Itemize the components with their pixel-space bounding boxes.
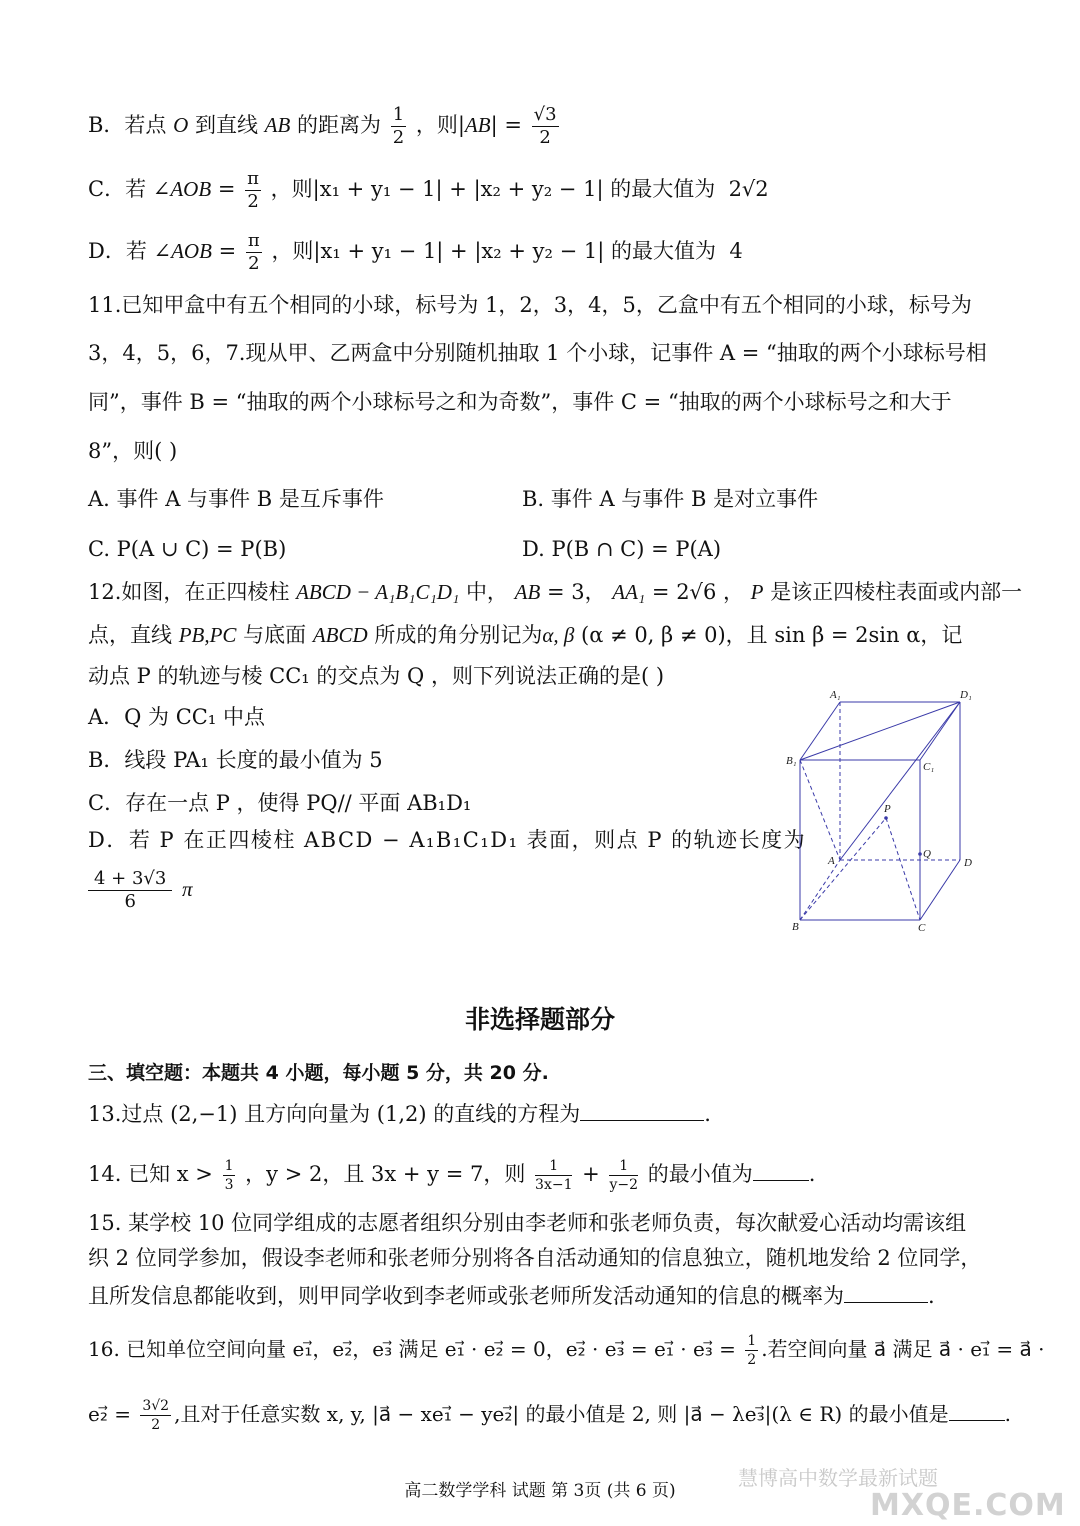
q15-line-2: 织 2 位同学参加，假设李老师和张老师分别将各自活动通知的信息独立，随机地发给 2 位同学， — [88, 1246, 982, 1270]
answer-blank — [844, 1280, 928, 1303]
q12-line-1: 12.如图，在正四棱柱 ABCD − A₁B₁C₁D₁ 中， AB = 3， AA₁ = 2√6 ， P 是该正四棱柱表面或内部一 — [88, 580, 1023, 604]
fraction: $\frac{4 + 3√3}{6}$ — [88, 870, 172, 911]
prism-figure — [780, 684, 980, 934]
watermark-site: MXQE.COM — [870, 1488, 1066, 1523]
fraction: $\frac{1}{3x-1}$ — [535, 1158, 573, 1193]
q12-option-a: A．Q 为 CC₁ 中点 — [88, 705, 265, 729]
label-q: Q — [923, 848, 931, 860]
fraction: $\frac{1}{3}$ — [224, 1158, 234, 1193]
fill-in-heading: 三、填空题：本题共 4 小题，每小题 5 分，共 20 分. — [88, 1062, 549, 1084]
q11-line-4: 8”，则( ) — [88, 439, 178, 463]
label-a: A — [828, 855, 835, 867]
label-d: D — [964, 857, 972, 869]
label-p: P — [884, 803, 891, 815]
fraction: $\frac{1}{y-2}$ — [609, 1158, 639, 1193]
q11-option-a: A. 事件 A 与事件 B 是互斥事件 — [88, 487, 384, 511]
q12-line-3: 动点 P 的轨迹与棱 CC₁ 的交点为 Q ，则下列说法正确的是( ) — [88, 664, 665, 688]
diag-b1-d1 — [800, 702, 960, 760]
q10-option-d: D．若 ∠AOB = $\frac{\pi}{2}$ ，则|x₁ + y₁ − 1| + |x₂ + y₂ − 1| 的最大值为 4 — [88, 230, 743, 274]
answer-blank — [753, 1158, 809, 1181]
label-c1: C₁ — [923, 761, 935, 773]
q11-option-b: B. 事件 A 与事件 B 是对立事件 — [522, 487, 819, 511]
q10-option-b: B．若点 O 到直线 AB 的距离为 $\frac{1}{2}$ ，则|AB| = $\frac{√3}{2}$ — [88, 104, 557, 148]
fraction: $\frac{1}{2}$ — [392, 104, 405, 148]
q12-option-b: B．线段 PA₁ 长度的最小值为 5 — [88, 748, 383, 772]
label-b: B — [792, 921, 799, 933]
q16-line-2: e₂⃗ = $\frac{3√2}{2}$ ,且对于任意实数 x, y, |a⃗ − xe₁⃗ − ye₂⃗| 的最小值是 2, 则 |a⃗ − λe₃⃗|(λ ∈ R) 的最小值是 . — [88, 1398, 1011, 1433]
q11-line-1: 11.已知甲盒中有五个相同的小球，标号为 1，2，3，4，5，乙盒中有五个相同的小球，标号为 — [88, 293, 972, 317]
label-d1: D₁ — [960, 689, 972, 701]
q12-option-d: D．若 P 在正四棱柱 ABCD − A₁B₁C₁D₁ 表面，则点 P 的轨迹长度为 — [88, 828, 807, 852]
edge-b-a — [800, 860, 840, 920]
label-a1: A₁ — [830, 689, 841, 701]
fraction: $\frac{√3}{2}$ — [533, 104, 557, 148]
q15-line-3: 且所发信息都能收到，则甲同学收到李老师或张老师所发活动通知的信息的概率为 . — [88, 1280, 935, 1311]
q12-option-d-value: $\frac{4 + 3√3}{6}$ π — [88, 870, 193, 911]
fraction: $\frac{\pi}{2}$ — [247, 230, 260, 274]
seg-p-c — [886, 818, 920, 920]
label-b1: B₁ — [786, 755, 797, 767]
answer-blank — [580, 1098, 704, 1121]
q14: 14. 已知 x > $\frac{1}{3}$ ，y > 2，且 3x + y = 7，则 $\frac{1}{3x-1}$ + $\frac{1}{y-2}$ 的最小值为 . — [88, 1158, 816, 1193]
label-c: C — [918, 922, 926, 934]
seg-b-p — [800, 818, 886, 920]
fraction: $\frac{\pi}{2}$ — [247, 168, 259, 212]
q11-option-d: D. P(B ∩ C) = P(A) — [522, 537, 722, 561]
q11-option-c: C. P(A ∪ C) = P(B) — [88, 537, 287, 561]
q15-line-1: 15. 某学校 10 位同学组成的志愿者组织分别由李老师和张老师负责，每次献爱心活动均需该组 — [88, 1211, 967, 1235]
fraction: $\frac{3√2}{2}$ — [142, 1398, 170, 1433]
q16-line-1: 16. 已知单位空间向量 e₁⃗，e₂⃗，e₃⃗ 满足 e₁⃗ · e₂⃗ = 0，e₂⃗ · e₃⃗ = e₁⃗ · e₃⃗ = $\frac{1}{2}$ .若空间向量 a⃗ 满足 a⃗ · e₁⃗ = a⃗ · — [88, 1333, 1045, 1368]
section-title: 非选择题部分 — [464, 1005, 615, 1034]
answer-blank — [949, 1398, 1005, 1421]
diag-b1-a — [800, 760, 840, 860]
q12-line-2: 点，直线 PB,PC 与底面 ABCD 所成的角分别记为α, β (α ≠ 0, β ≠ 0)，且 sin β = 2sin α，记 — [88, 623, 963, 647]
q12-option-c: C．存在一点 P ，使得 PQ// 平面 AB₁D₁ — [88, 791, 472, 815]
edge-b1-a1 — [800, 702, 840, 760]
watermark: 慧博高中数学最新试题 — [738, 1466, 938, 1490]
prism-edges — [800, 702, 960, 920]
fraction: $\frac{1}{2}$ — [747, 1333, 757, 1368]
q11-line-2: 3，4，5，6，7.现从甲、乙两盒中分别随机抽取 1 个小球，记事件 A = “抽取的两个小球标号相 — [88, 341, 987, 365]
q13: 13.过点 (2,−1) 且方向向量为 (1,2) 的直线的方程为 . — [88, 1098, 711, 1129]
diag-a-d1 — [840, 702, 960, 860]
q10-option-c: C．若 ∠AOB = $\frac{\pi}{2}$ ，则|x₁ + y₁ − 1| + |x₂ + y₂ − 1| 的最大值为 2√2 — [88, 168, 769, 212]
edge-c-d — [920, 860, 960, 920]
q11-line-3: 同”，事件 B = “抽取的两个小球标号之和为奇数”，事件 C = “抽取的两个小球标号之和大于 — [88, 390, 952, 414]
page-footer: 高二数学学科 试题 第 3页 (共 6 页) — [404, 1481, 676, 1501]
point-q — [918, 852, 922, 856]
point-p — [884, 816, 888, 820]
